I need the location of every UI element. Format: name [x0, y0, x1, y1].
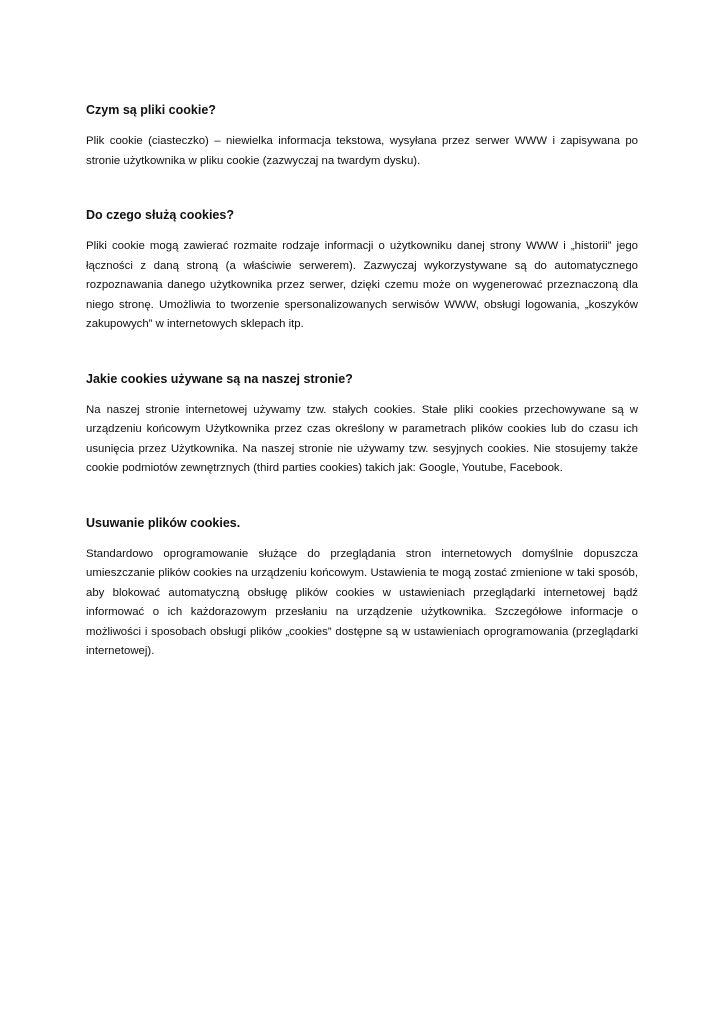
section-what-are-cookies: [86, 100, 638, 171]
section-cookies-used: [86, 369, 638, 479]
section-heading: Usuwanie plików cookies.: [86, 515, 241, 530]
section-heading: Jakie cookies używane są na naszej stronie?: [86, 371, 353, 386]
section-heading: Do czego służą cookies?: [86, 208, 234, 222]
section-heading: Czym są pliki cookie?: [86, 103, 216, 117]
document-content: [86, 100, 638, 662]
section-paragraph: Pliki cookie mogą zawierać rozmaite rodzaje informacji o użytkowniku danej strony WWW i „historii” jego łączności z daną stroną (a właściwie serwerem). Zazwyczaj wykorzystywane są do automatycznego rozpoznawania danego użytkownika przez serwer, dzięki czemu może on wygenerować przeznaczoną dla niego stronę. Umożliwia to tworzenie spersonalizowanych serwisów WWW, obsługi logowania, „koszyków zakupowych” w internetowych sklepach itp.: [86, 240, 638, 330]
section-paragraph: Na naszej stronie internetowej używamy tzw. stałych cookies. Stałe pliki cookies przechowywane są w urządzeniu końcowym Użytkownika przez czas określony w parametrach plików cookies lub do czasu ich usunięcia przez Użytkownika. Na naszej stronie nie używamy tzw. sesyjnych cookies. Nie stosujemy także cookie podmiotów zewnętrznych (third parties cookies) takich jak: Google, Youtube, Facebook.: [86, 403, 638, 474]
section-cookies-purpose: [86, 205, 638, 335]
section-removing-cookies: [86, 513, 638, 662]
section-paragraph: Plik cookie (ciasteczko) – niewielka informacja tekstowa, wysyłana przez serwer WWW i zapisywana po stronie użytkownika w pliku cookie (zazwyczaj na twardym dysku).: [86, 135, 638, 167]
section-paragraph: Standardowo oprogramowanie służące do przeglądania stron internetowych domyślnie dopuszcza umieszczanie plików cookies na urządzeniu końcowym. Ustawienia te mogą zostać zmienione w taki sposób, aby blokować automatyczną obsługę plików cookies w ustawieniach przeglądarki internetowej bądź informować o ich każdorazowym przesłaniu na urządzenie użytkownika. Szczegółowe informacje o możliwości i sposobach obsługi plików „cookies” dostępne są w ustawieniach oprogramowania (przeglądarki internetowej).: [86, 547, 638, 657]
